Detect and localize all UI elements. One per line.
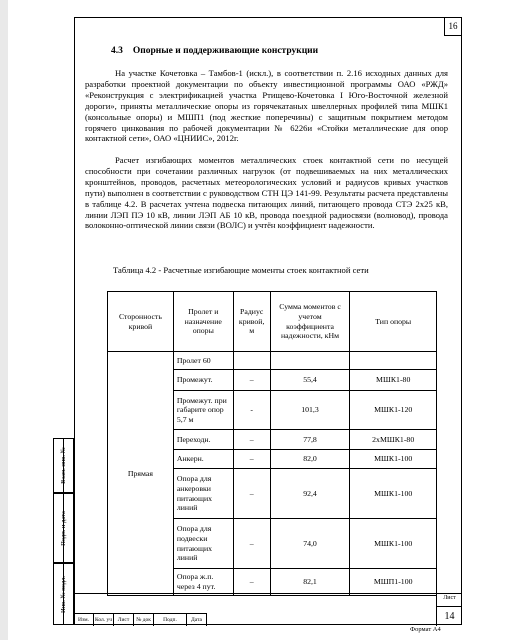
stamp-cells [74, 613, 207, 626]
row-radius-cell: – [233, 370, 270, 391]
row-radius-cell: – [233, 519, 270, 569]
row-type-cell: МШК1-100 [350, 469, 437, 519]
row-type-cell: МШК1-100 [350, 519, 437, 569]
row-radius-cell: – [233, 450, 270, 469]
row-radius-cell: - [233, 391, 270, 430]
row-radius-cell: – [233, 569, 270, 596]
section-number: 4.3 [111, 46, 123, 56]
header-span-purpose: Пролет и назначение опоры [173, 292, 233, 352]
title-block-stamp [74, 593, 462, 626]
sheet-label: Лист [443, 595, 456, 601]
group-label: Прямая [108, 352, 174, 596]
row-type-cell: МШК1-80 [350, 370, 437, 391]
page-number-top: 16 [444, 18, 461, 36]
side-label-replacement: Взам. инв. № [53, 438, 74, 493]
row-span-cell: Анкерн. [173, 450, 233, 469]
row-moment-cell: 55,4 [270, 370, 350, 391]
row-span-cell: Промежут. при габарите опор 5,7 м [173, 391, 233, 430]
stamp-cell: Кол. уч [94, 613, 114, 626]
row-span-cell: Опора ж.п. через 4 пут. [173, 569, 233, 596]
left-margin-strip [0, 0, 8, 640]
table-caption: Таблица 4.2 - Расчетные изгибающие моменты стоек контактной сети [113, 265, 369, 275]
row-type-cell [350, 352, 437, 370]
stamp-cell: Лист [114, 613, 134, 626]
row-type-cell: МШП1-100 [350, 569, 437, 596]
sheet-box [436, 594, 462, 626]
table-header-row [108, 292, 437, 352]
paragraph-1: На участке Кочетовка – Тамбов-1 (искл.), в соответствии п. 2.16 исходных данных для разработки проектной документации по объекту инвестиционной программы ОАО «РЖД» «Реконструкция с электрификацией участка Ртищево-Кочетовка I Юго-Восточной железной дороги», приняты металлические опоры из горячекатаных швеллерных профилей типа МШК1 (консольные опоры) и МШП1 (под жесткие поперечины) с защитным покрытием методом горячего цинкования по рабочей документации № 6226и «Стойки металлические для опор контактной сети», ОАО «ЦНИИС», 2012г. [85, 68, 448, 144]
row-moment-cell [270, 352, 350, 370]
header-moment-sum: Сумма моментов с учетом коэффициента надежности, кНм [270, 292, 350, 352]
table-row [108, 352, 437, 370]
stamp-cell: Подп. [154, 613, 187, 626]
row-radius-cell: – [233, 469, 270, 519]
row-moment-cell: 101,3 [270, 391, 350, 430]
row-span-cell: Переходн. [173, 430, 233, 450]
row-moment-cell: 92,4 [270, 469, 350, 519]
side-label-original-number: Инв. № подл. [53, 563, 74, 625]
sheet-number: 14 [437, 606, 462, 626]
header-pole-type: Тип опоры [350, 292, 437, 352]
row-moment-cell: 82,0 [270, 450, 350, 469]
stamp-cell: Изм. [74, 613, 94, 626]
row-moment-cell: 82,1 [270, 569, 350, 596]
section-heading [111, 46, 328, 56]
paragraph-2: Расчет изгибающих моментов металлических стоек контактной сети по несущей способности при сочетании различных нагрузок (от подвешиваемых на них металлических кронштейнов, проводов, расчетных метеорологических условий и радиусов кривых участков пути) выполнен в соответствии с руководством СТН ЦЭ 141-99. Результаты расчета представлены в таблице 4.2. В расчетах учтена подвеска питающих линий, питающего провода СТЭ 2х25 кВ, линии ЛЭП ПЭ 10 кВ, линии ЛЭП АБ 10 кВ, провода поездной радиосвязи (волновод), провода волоконно-оптической линии связи (ВОЛС) и учтён коэффициент надежности. [85, 155, 448, 231]
section-title: Опорные и поддерживающие конструкции [132, 46, 319, 56]
row-moment-cell: 77,8 [270, 430, 350, 450]
row-type-cell: МШК1-120 [350, 391, 437, 430]
row-type-cell: 2хМШК1-80 [350, 430, 437, 450]
stamp-cell: Дата [187, 613, 207, 626]
header-radius: Радиус кривой, м [233, 292, 270, 352]
row-type-cell: МШК1-100 [350, 450, 437, 469]
side-label-signature-date: Подп. и дата [53, 493, 74, 563]
row-radius-cell [233, 352, 270, 370]
format-label: Формат А4 [410, 626, 441, 633]
row-moment-cell: 74,0 [270, 519, 350, 569]
row-span-cell: Пролет 60 [173, 352, 233, 370]
row-span-cell: Опора для подвески питающих линий [173, 519, 233, 569]
row-span-cell: Опора для анкеровки питающих линий [173, 469, 233, 519]
moments-table [107, 291, 437, 596]
stamp-cell: № док [134, 613, 154, 626]
row-radius-cell: – [233, 430, 270, 450]
header-curve-side: Сторонность кривой [108, 292, 174, 352]
row-span-cell: Промежут. [173, 370, 233, 391]
